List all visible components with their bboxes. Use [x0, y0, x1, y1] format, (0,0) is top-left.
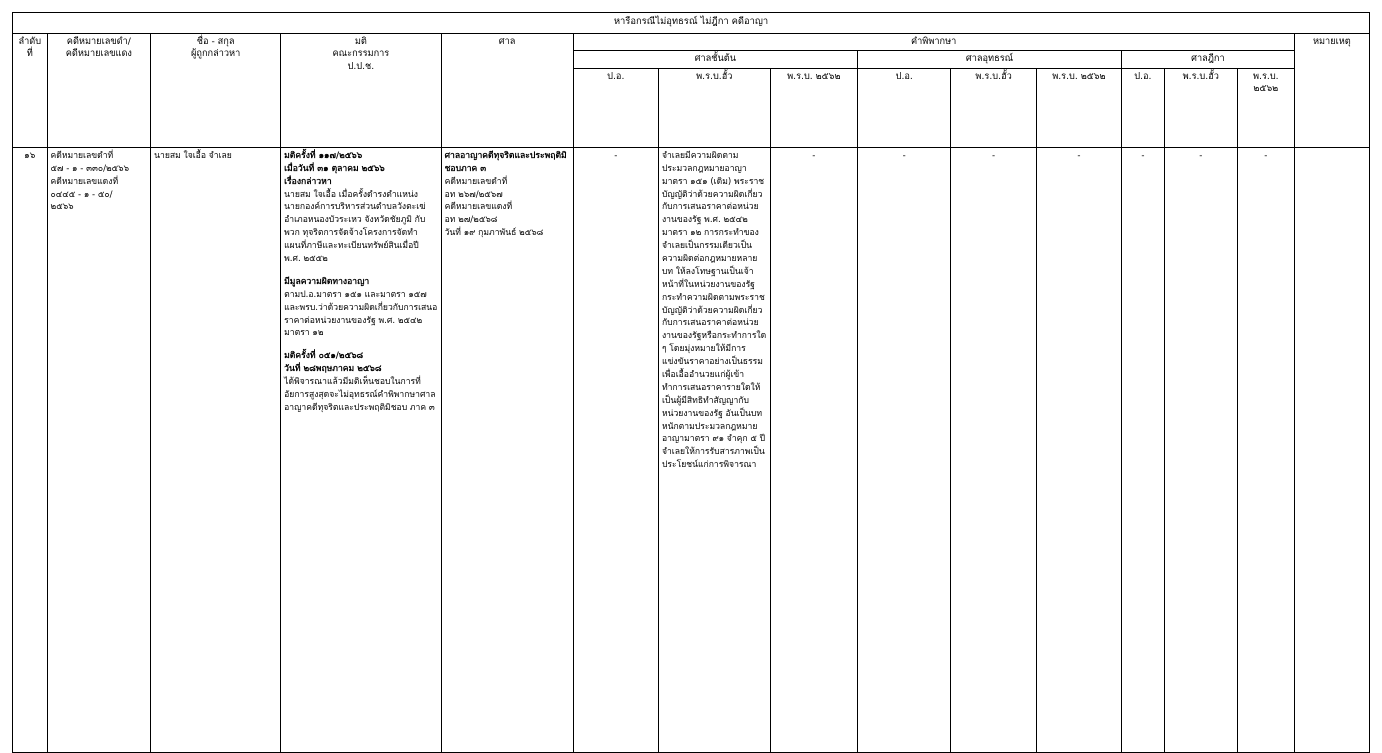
header-supreme-prb-2562-line1: พ.ร.บ.	[1252, 70, 1279, 82]
resolution-2-body: ตามป.อ.มาตรา ๑๕๑ และมาตรา ๑๕๗ และพรบ.ว่าด้วยความผิดเกี่ยวกับการเสนอราคาต่อหน่วยงานของรัฐ พ.ศ. ๒๕๔๒ มาตรา ๑๒	[284, 289, 438, 339]
cell-first-po: -	[573, 147, 658, 752]
header-supreme-prb-2562-line2: ๒๕๖๒	[1253, 83, 1279, 95]
cell-resolution	[281, 147, 441, 752]
header-appeal-prb-hua: พ.ร.บ.ฮั้ว	[951, 68, 1036, 147]
court-name: ศาลอาญาคดีทุจริตและประพฤติมิชอบภาค ๓	[444, 150, 567, 174]
cell-first-prb-hua: จำเลยมีความผิดตามประมวลกฎหมายอาญามาตรา ๑๕๑ (เดิม) พระราชบัญญัติว่าด้วยความผิดเกี่ยวกับการเสนอราคาต่อหน่วยงานของรัฐ พ.ศ. ๒๕๔๒ มาตรา ๑๒ การกระทำของจำเลยเป็นกรรมเดียวเป็นความผิดต่อกฎหมายหลายบท ให้ลงโทษฐานเป็นเจ้าหน้าที่ในหน่วยงานของรัฐกระทำความผิดตามพระราชบัญญัติว่าด้วยความผิดเกี่ยวกับการเสนอราคาต่อหน่วยงานของรัฐหรือกระทำการใด ๆ โดยมุ่งหมายให้มีการแข่งขันราคาอย่างเป็นธรรมเพื่อเอื้ออำนวยแก่ผู้เข้าทำการเสนอราคารายใดให้เป็นผู้มีสิทธิทำสัญญากับหน่วยงานของรัฐ อันเป็นบทหนักตามประมวลกฎหมายอาญามาตรา ๙๑ จำคุก ๕ ปี จำเลยให้การรับสารภาพเป็นประโยชน์แก่การพิจารณา	[658, 147, 770, 752]
cell-appeal-po: -	[858, 147, 951, 752]
cell-no: ๑๖	[13, 147, 48, 752]
header-name-line1: ชื่อ - สกุล	[196, 36, 235, 47]
cell-supreme-prb-2562: -	[1237, 147, 1294, 752]
header-case-numbers	[47, 34, 151, 148]
header-no-line1: ลำดับ	[18, 36, 42, 47]
cell-first-prb-2562: -	[770, 147, 857, 752]
cell-supreme-po: -	[1122, 147, 1165, 752]
header-court-first: ศาลชั้นต้น	[573, 51, 857, 68]
header-name	[151, 34, 281, 148]
cell-name: นายสม ใจเอื้อ จำเลย	[151, 147, 281, 752]
cell-case-numbers	[47, 147, 151, 752]
table-row	[13, 147, 1370, 752]
header-first-po: ป.อ.	[573, 68, 658, 147]
case-red-label: คดีหมายเลขแดงที่	[50, 176, 119, 187]
case-table	[12, 12, 1370, 753]
header-no	[13, 34, 48, 148]
cell-supreme-prb-hua: -	[1164, 147, 1237, 752]
case-red-no-line2: ๒๕๖๖	[50, 202, 74, 213]
header-appeal-prb-2562: พ.ร.บ. ๒๕๖๒	[1036, 68, 1121, 147]
header-first-prb-2562: พ.ร.บ. ๒๕๖๒	[770, 68, 857, 147]
cell-appeal-prb-2562: -	[1036, 147, 1121, 752]
court-date: วันที่ ๑๙ กุมภาพันธ์ ๒๕๖๘	[444, 228, 544, 239]
header-resolution-line2: คณะกรรมการ	[332, 48, 390, 60]
document-title: หารือกรณีไม่อุทธรณ์ ไม่ฎีกา คดีอาญา	[13, 13, 1370, 34]
header-court-appeal: ศาลอุทธรณ์	[858, 51, 1122, 68]
resolution-spacer-2	[284, 340, 437, 350]
header-court: ศาล	[441, 34, 573, 148]
resolution-3-date: วันที่ ๒๘พฤษภาคม ๒๕๖๘	[284, 364, 382, 375]
header-supreme-po: ป.อ.	[1122, 68, 1165, 147]
header-no-line2: ที่	[26, 48, 33, 60]
resolution-1-body: นายสม ใจเอื้อ เมื่อครั้งดำรงตำแหน่งนายกองค์การบริหารส่วนตำบลวังตะเฆ่ อำเภอหนองบัวระเหว จังหวัดชัยภูมิ กับพวก ทุจริตการจัดจ้างโครงการจัดทำแผนที่ภาษีและทะเบียนทรัพย์สินเมื่อปี พ.ศ. ๒๕๕๒	[284, 189, 426, 264]
table-title-row	[13, 13, 1370, 34]
header-first-prb-hua: พ.ร.บ.ฮั้ว	[658, 68, 770, 147]
court-red-label: คดีหมายเลขแดงที่	[444, 202, 513, 213]
cell-court	[441, 147, 573, 752]
header-case-line1: คดีหมายเลขดำ/	[66, 36, 131, 47]
resolution-3-heading: มติครั้งที่ ๐๕๑/๒๕๖๘	[284, 351, 364, 362]
case-black-no: ๕๗ - ๑ - ๓๓๐/๒๕๖๖	[50, 163, 130, 174]
case-red-no-line1: ๐๔๔๕ - ๑ - ๕๐/	[50, 189, 113, 200]
header-court-supreme: ศาลฎีกา	[1122, 51, 1295, 68]
header-note: หมายเหตุ	[1294, 34, 1369, 148]
header-case-line2: คดีหมายเลขแดง	[65, 48, 132, 60]
resolution-1-heading: มติครั้งที่ ๑๑๗/๒๕๖๖	[284, 150, 363, 161]
resolution-1-date: เมื่อวันที่ ๓๑ ตุลาคม ๒๕๖๖	[284, 163, 385, 174]
cell-appeal-prb-hua: -	[951, 147, 1036, 752]
header-resolution-line1: มติ	[354, 36, 367, 47]
court-black-label: คดีหมายเลขดำที่	[444, 176, 508, 187]
resolution-2-heading: มีมูลความผิดทางอาญา	[284, 276, 370, 287]
case-black-label: คดีหมายเลขดำที่	[50, 150, 114, 161]
header-resolution	[281, 34, 441, 148]
header-supreme-prb-2562	[1237, 68, 1294, 147]
header-resolution-line3: ป.ป.ช.	[347, 60, 375, 72]
resolution-1-subject: เรื่องกล่าวหา	[284, 176, 332, 187]
header-supreme-prb-hua: พ.ร.บ.ฮั้ว	[1164, 68, 1237, 147]
resolution-3-body: ได้พิจารณาแล้วมีมติเห็นชอบในการที่อัยการสูงสุดจะไม่อุทธรณ์คำพิพากษาศาลอาญาคดีทุจริตและประพฤติมิชอบ ภาค ๓	[284, 377, 436, 413]
header-judgement: คำพิพากษา	[573, 34, 1294, 51]
court-black-no: อท ๒๖๗/๒๕๖๗	[444, 189, 503, 200]
header-name-line2: ผู้ถูกกล่าวหา	[191, 48, 241, 60]
cell-note	[1294, 147, 1369, 752]
header-row-1	[13, 34, 1370, 51]
resolution-spacer-1	[284, 266, 437, 276]
header-appeal-po: ป.อ.	[858, 68, 951, 147]
court-red-no: อท ๒๗/๒๕๖๘	[444, 215, 498, 226]
